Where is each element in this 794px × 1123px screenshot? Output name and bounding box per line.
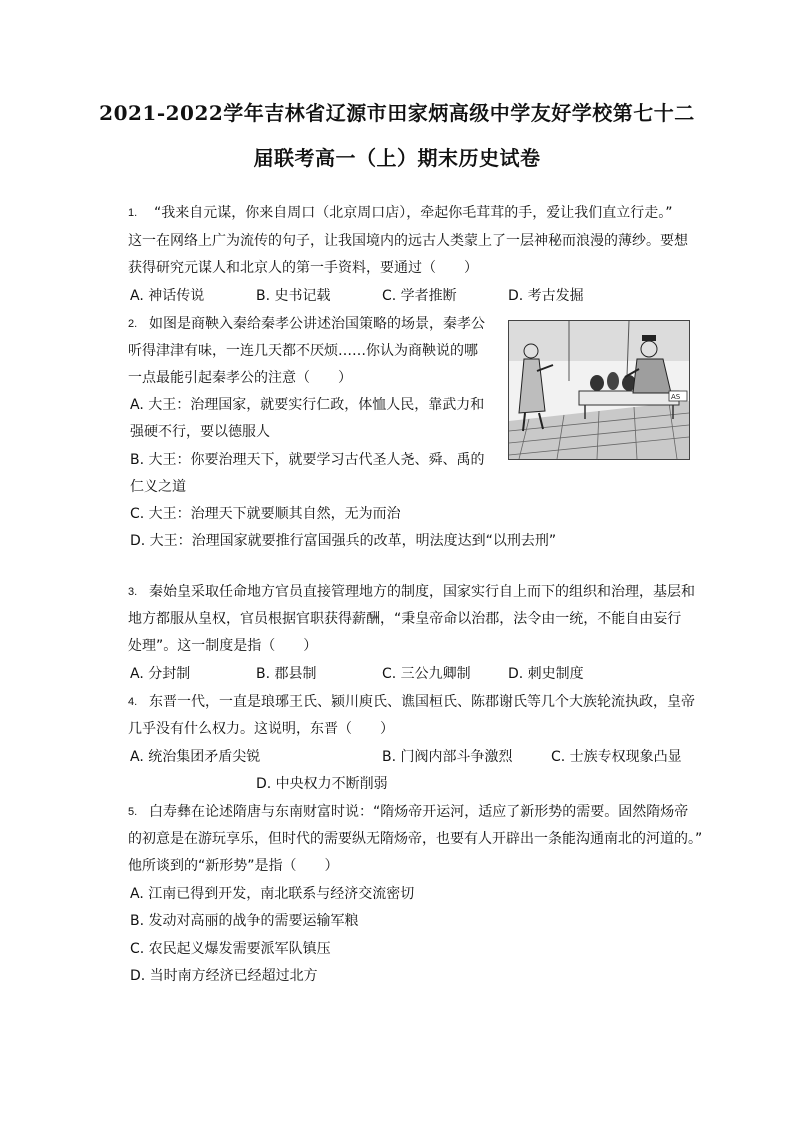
option-c: C. 士族专权现象凸显 [551,749,682,765]
option-d: D. 当时南方经济已经超过北方 [130,968,318,984]
option-d: D. 刺史制度 [508,666,584,682]
option-a: A. 分封制 [130,666,191,682]
option-c: C. 农民起义爆发需要派军队镇压 [130,941,331,957]
option-d: D. 中央权力不断削弱 [256,776,388,792]
question-stem-line: 地方都服从皇权，官员根据官职获得薪酬，“秉皇帝命以治郡，法令由一统，不能自由妄行 [128,611,682,627]
question-stem-line: 几乎没有什么权力。这说明，东晋（ ） [128,721,394,737]
option-a: A. 江南已得到开发，南北联系与经济交流密切 [130,886,415,902]
question-number: 3. [128,586,138,598]
question-stem-line: 东晋一代，一直是琅琊王氏、颍川庾氏、谯国桓氏、陈郡谢氏等几个大族轮流执政，皇帝 [149,694,695,710]
svg-text:AS: AS [671,393,681,401]
question-stem-line: 获得研究元谋人和北京人的第一手资料，要通过（ ） [128,260,478,276]
question-number: 4. [128,696,138,708]
option-a: A. 神话传说 [130,288,205,304]
option-c: C. 三公九卿制 [382,666,471,682]
option-c: C. 大王：治理天下就要顺其自然，无为而治 [130,506,401,522]
illustration-drawing [509,321,689,459]
option-b: B. 史书记载 [256,288,331,304]
shang-yang-illustration [508,320,690,460]
question-stem-line: 他所谈到的“新形势”是指（ ） [128,858,339,874]
option-a: A. 统治集团矛盾尖锐 [130,749,261,765]
question-number: 2. [128,318,138,330]
option-d: D. 考古发掘 [508,288,584,304]
exam-title-line-1: 2021-2022学年吉林省辽源市田家炳高级中学友好学校第七十二 [99,101,695,125]
option-b: B. 发动对高丽的战争的需要运输军粮 [130,913,359,929]
question-stem-line: 秦始皇采取任命地方官员直接管理地方的制度，国家实行自上而下的组织和治理，基层和 [149,584,695,600]
option-c: C. 学者推断 [382,288,457,304]
option-b: B. 大王：你要治理天下，就要学习古代圣人尧、舜、禹的 [130,452,485,468]
question-number: 1. [128,207,138,219]
question-stem-line: 如图是商鞅入秦给秦孝公讲述治国策略的场景，秦孝公 [149,316,485,332]
question-stem-line: 一点最能引起秦孝公的注意（ ） [128,370,352,386]
option-b: B. 门阀内部斗争激烈 [382,749,513,765]
option-b-continued: 仁义之道 [130,479,186,495]
question-stem-line: “我来自元谋，你来自周口（北京周口店），牵起你毛茸茸的手，爱让我们直立行走。” [154,205,673,221]
question-stem-line: 的初意是在游玩享乐，但时代的需要纵无隋炀帝，也要有人开辟出一条能沟通南北的河道的。” [128,831,703,847]
question-stem-line: 这一在网络上广为流传的句子，让我国境内的远古人类蒙上了一层神秘而浪漫的薄纱。要想 [128,233,688,249]
question-stem-line: 白寿彝在论述隋唐与东南财富时说：“隋炀帝开运河，适应了新形势的需要。固然隋炀帝 [149,804,689,820]
exam-title-line-2: 届联考高一（上）期末历史试卷 [253,146,541,170]
question-stem-line: 听得津津有味，一连几天都不厌烦……你认为商鞅说的哪 [128,343,478,359]
option-b: B. 郡县制 [256,666,317,682]
option-d: D. 大王：治理国家就要推行富国强兵的改革，明法度达到“以刑去刑” [130,533,557,549]
option-a: A. 大王：治理国家，就要实行仁政，体恤人民，靠武力和 [130,397,485,413]
option-a-continued: 强硬不行，要以德服人 [130,424,270,440]
question-number: 5. [128,806,138,818]
question-stem-line: 处理”。这一制度是指（ ） [128,638,318,654]
